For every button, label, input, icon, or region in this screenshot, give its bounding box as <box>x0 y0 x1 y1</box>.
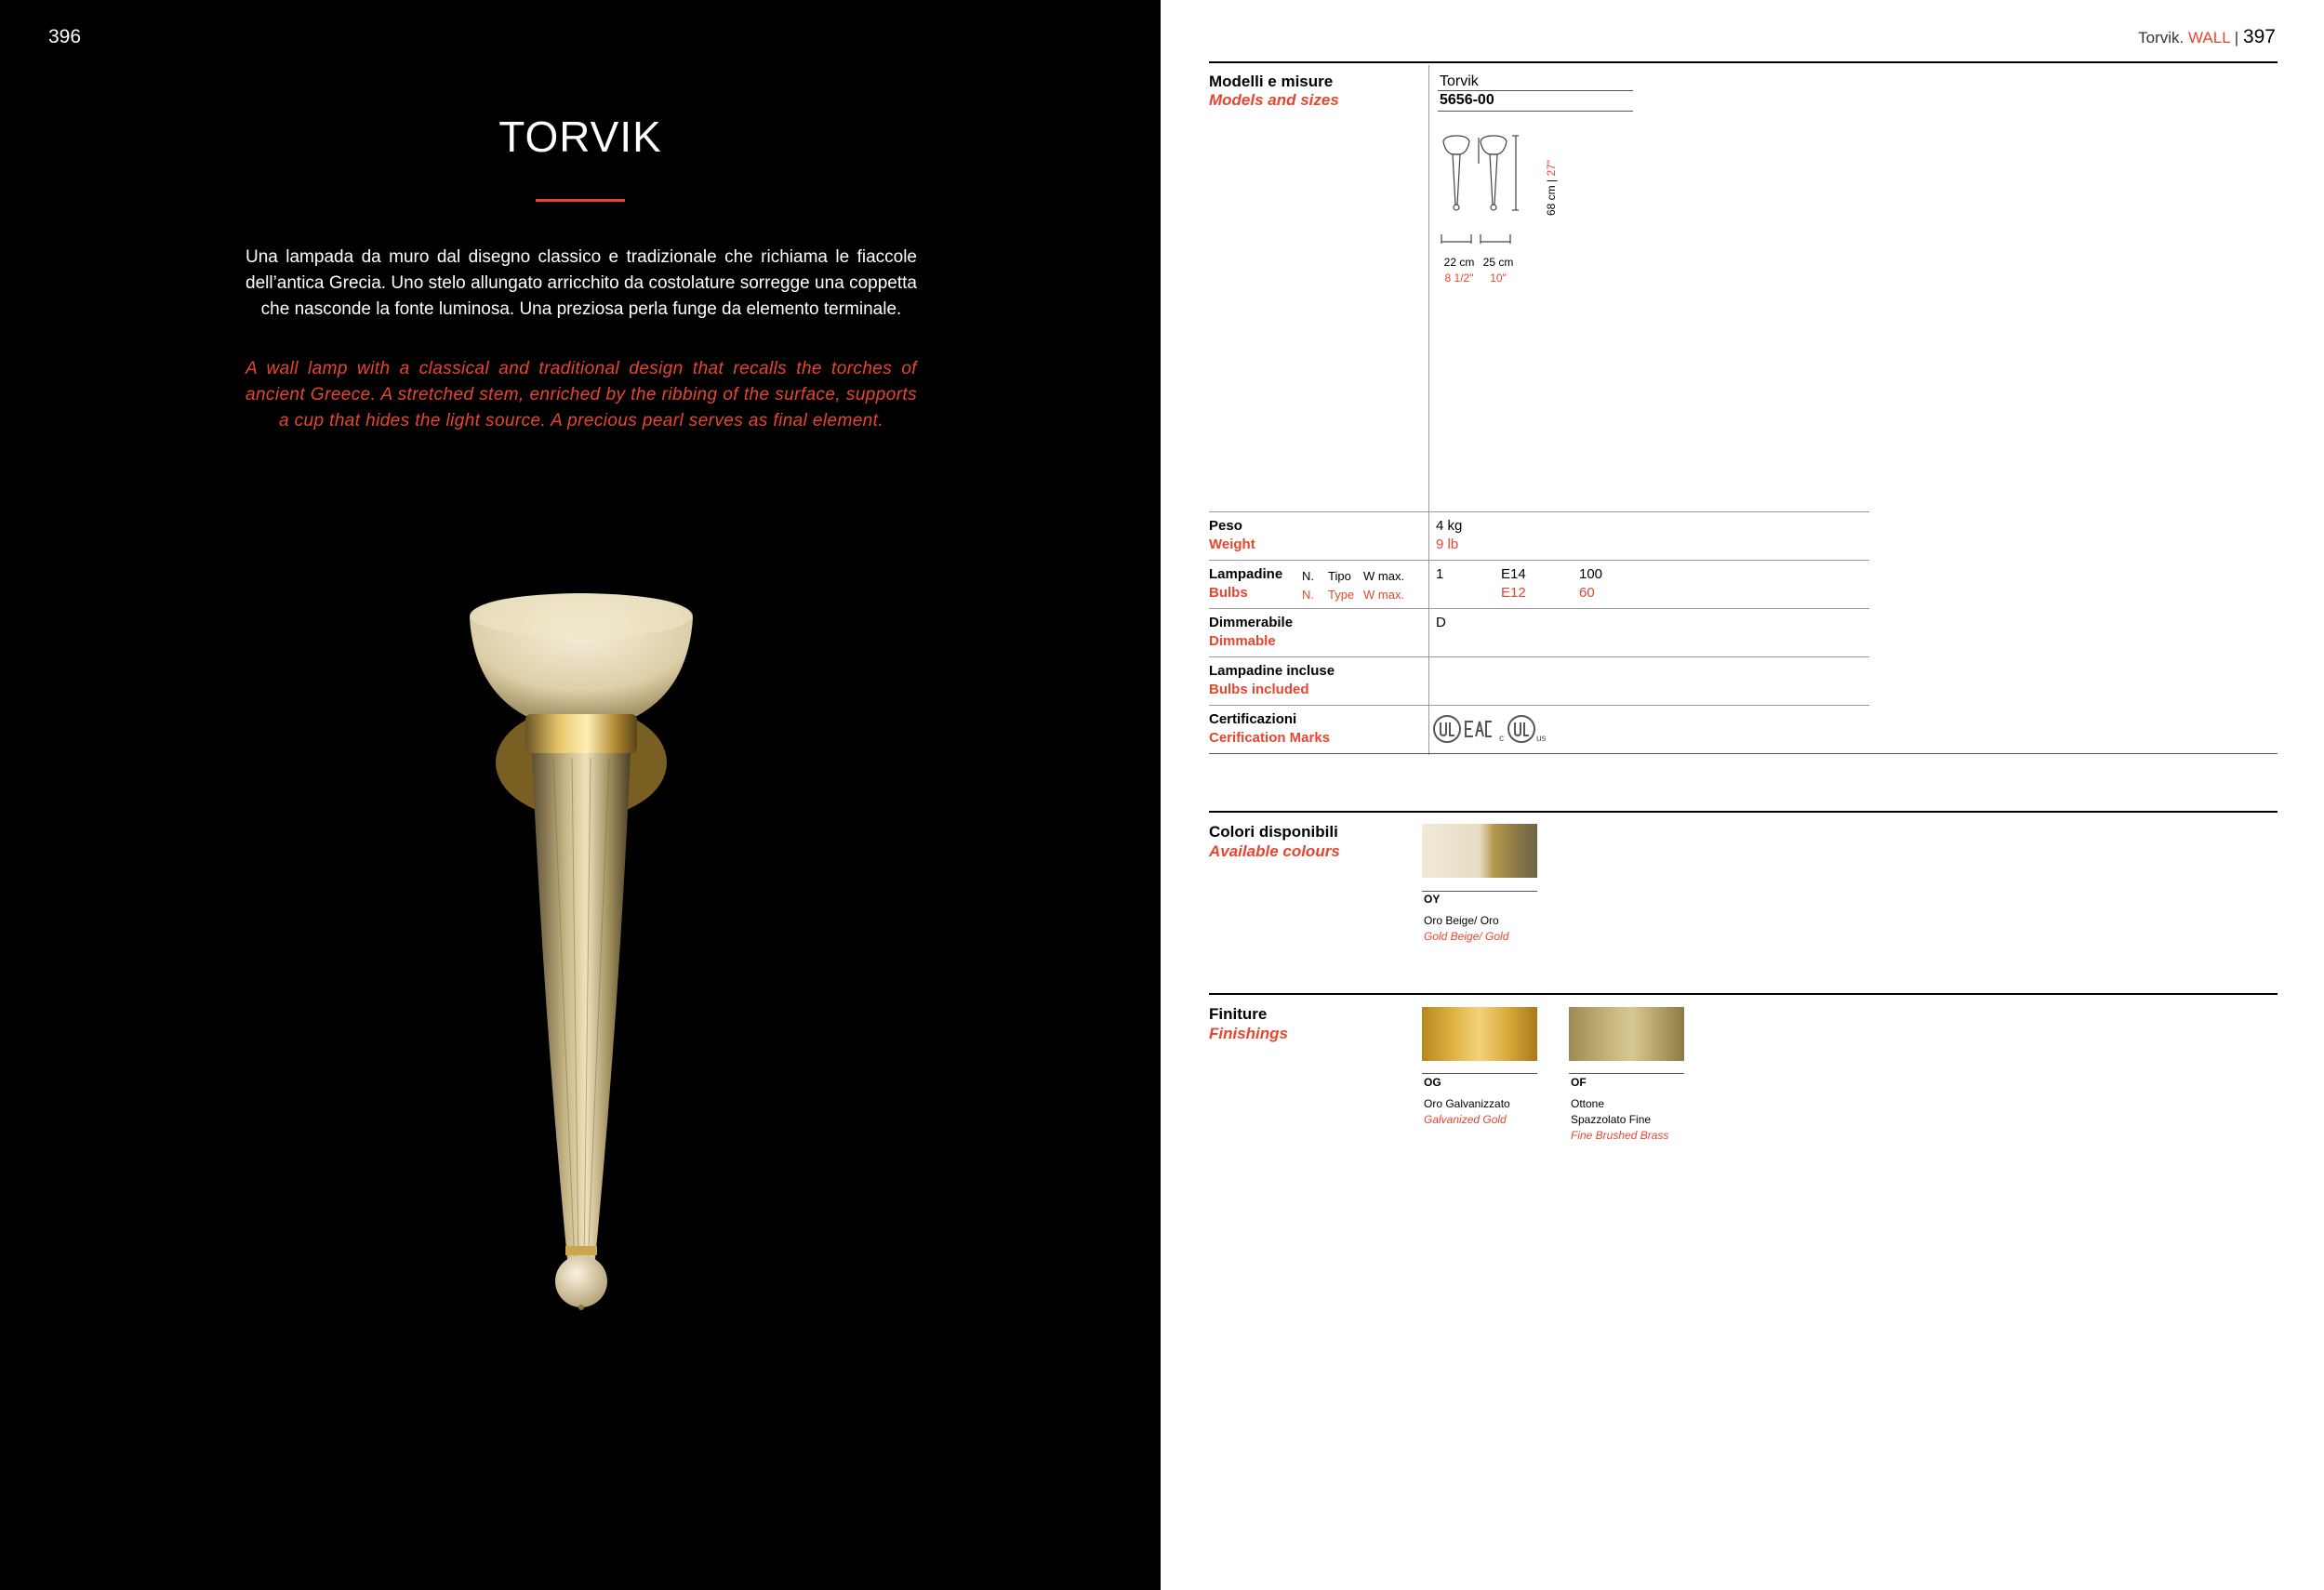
bulbs-n-value: 1 <box>1436 566 1444 582</box>
bulbs-label: Lampadine Bulbs <box>1209 566 1283 601</box>
header-product: Torvik. <box>2138 29 2185 46</box>
colour-swatch-rule <box>1422 891 1537 892</box>
height-dimension: 68 cm | 27" <box>1545 159 1558 216</box>
description-english: A wall lamp with a classical and traditional design that recalls the torches of ancient Greece. A stretched stem, enriched by the ribbing of the surface, supports a cup that hides the light source. A precious pearl serves as final element. <box>246 359 917 431</box>
bulbs-w-value: 100 60 <box>1579 566 1603 601</box>
dimmable-value: D <box>1436 615 1446 630</box>
finish-og-rule <box>1422 1073 1537 1074</box>
finishings-label-it: Finiture <box>1209 1005 1268 1023</box>
width1-dimension: 22 cm 8 1/2" <box>1443 256 1475 285</box>
row-rule-cert <box>1209 705 1869 706</box>
colour-swatch-oy[interactable] <box>1422 824 1537 878</box>
dimmable-label: Dimmerabile Dimmable <box>1209 615 1294 649</box>
page-number-left: 396 <box>48 26 82 47</box>
cert-mark-us: us <box>1536 734 1547 744</box>
header-separator: | <box>2234 29 2239 46</box>
finishings-label-en: Finishings <box>1209 1025 1288 1042</box>
row-rule-weight <box>1209 511 1869 512</box>
finish-of-rule <box>1569 1073 1684 1074</box>
colour-name: Oro Beige/ Oro Gold Beige/ Gold <box>1424 914 1509 943</box>
right-page <box>1161 0 2324 1590</box>
finish-og-name: Oro Galvanizzato Galvanized Gold <box>1424 1097 1510 1126</box>
certifications-label: Certificazioni Cerification Marks <box>1209 711 1331 746</box>
left-page <box>0 0 1161 1590</box>
product-title: TORVIK <box>498 113 662 161</box>
bulbs-included-label: Lampadine incluse Bulbs included <box>1209 663 1335 697</box>
header-section: WALL <box>2188 29 2231 46</box>
finish-swatch-og[interactable] <box>1422 1007 1537 1061</box>
bulbs-col-type: Tipo Type <box>1328 569 1355 602</box>
model-code-rule <box>1438 111 1633 112</box>
table-bottom-rule <box>1209 753 2278 754</box>
colour-code: OY <box>1424 893 1441 906</box>
certification-marks-icon <box>1430 712 1579 746</box>
table-divider <box>1428 65 1429 755</box>
finish-of-code: OF <box>1571 1076 1587 1089</box>
colours-rule <box>1209 811 2278 813</box>
torvik-lamp-image <box>456 576 707 1311</box>
bulbs-col-w: W max. W max. <box>1363 569 1405 602</box>
row-rule-bulbs <box>1209 560 1869 561</box>
description-italian: Una lampada da muro dal disegno classico e tradizionale che richiama le fiaccole dell’antica Grecia. Uno stelo allungato arricchito da costolature sorregge una coppetta che nasconde la fonte luminosa. Una preziosa perla funge da elemento terminale. <box>246 247 917 319</box>
weight-value: 4 kg 9 lb <box>1436 518 1463 552</box>
finishings-rule <box>1209 993 2278 995</box>
title-underline <box>536 199 625 202</box>
top-rule <box>1209 61 2278 63</box>
colours-label-en: Available colours <box>1209 842 1340 860</box>
models-label: Modelli e misure Models and sizes <box>1209 73 1339 109</box>
cert-mark-c: c <box>1499 734 1504 744</box>
bulbs-col-n: N. N. <box>1302 569 1314 602</box>
width2-dimension: 25 cm 10" <box>1482 256 1514 285</box>
weight-label: Peso Weight <box>1209 518 1255 552</box>
row-rule-dimmable <box>1209 608 1869 609</box>
finish-swatch-of[interactable] <box>1569 1007 1684 1061</box>
bulbs-type-value: E14 E12 <box>1501 566 1526 601</box>
running-header <box>2138 26 2276 48</box>
dimension-drawing <box>1440 130 1560 260</box>
row-rule-included <box>1209 656 1869 657</box>
colours-label-it: Colori disponibili <box>1209 823 1338 841</box>
model-code: 5656-00 <box>1440 92 1494 108</box>
finish-of-name: Ottone Spazzolato Fine Fine Brushed Brass <box>1571 1097 1669 1142</box>
page-number-right: 397 <box>2242 26 2276 47</box>
model-name: Torvik <box>1440 73 1479 89</box>
finish-og-code: OG <box>1424 1076 1441 1089</box>
